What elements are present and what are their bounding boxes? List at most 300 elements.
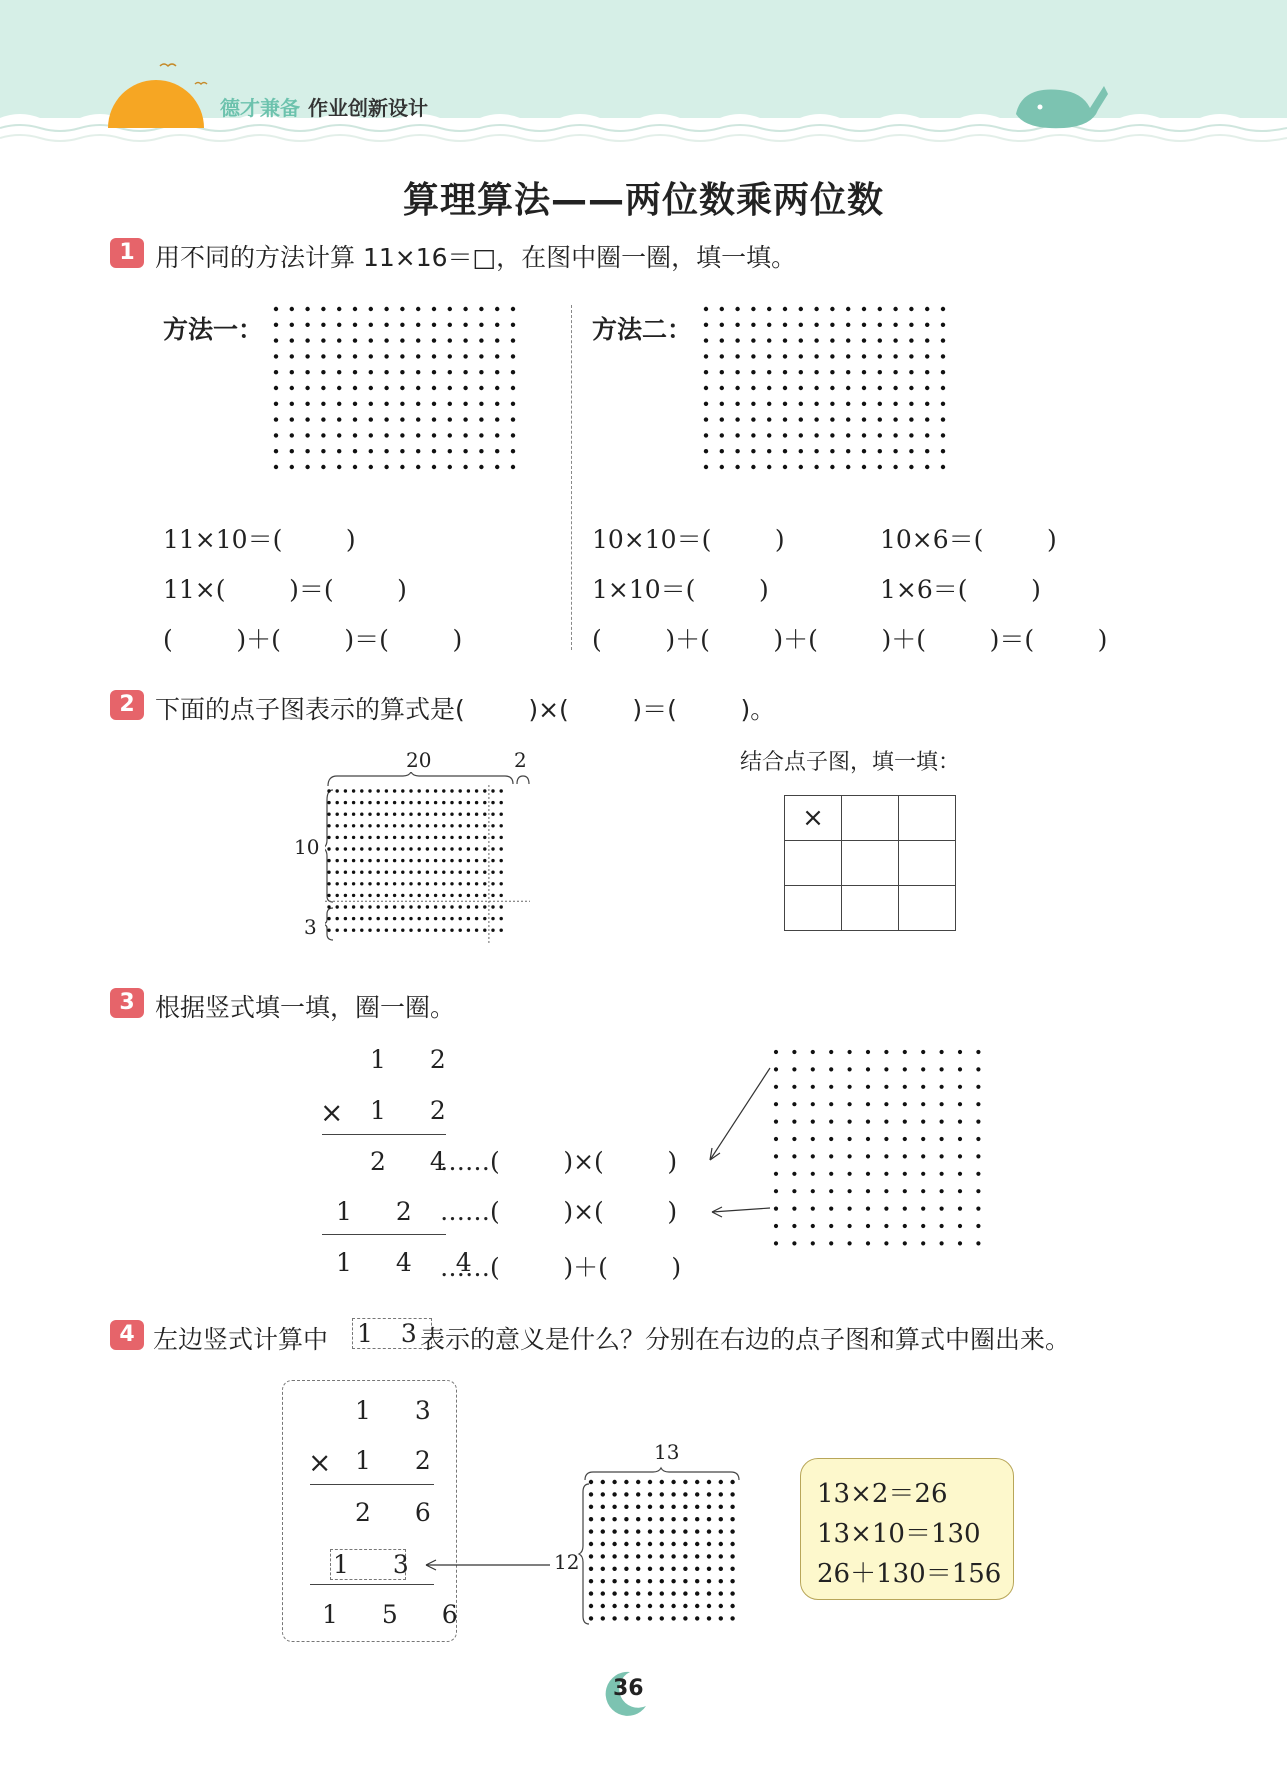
dot [400,370,404,374]
dot [344,801,347,804]
dot [636,1579,640,1583]
dot [792,1085,796,1089]
page-title: 算理算法——两位数乘两位数 [402,180,884,221]
dot [448,386,452,390]
dot [589,1529,593,1533]
dot [459,905,462,908]
dot [321,370,325,374]
dot [720,338,724,342]
dot [921,1050,925,1054]
dot [612,1616,616,1620]
q4-vert-rule2 [310,1584,434,1585]
dot [884,1050,888,1054]
dot [491,847,494,850]
dot [377,894,380,897]
dot [783,338,787,342]
dot [321,465,325,469]
dot [976,1189,980,1193]
dot [336,905,339,908]
dot [719,1567,723,1571]
dot [814,433,818,437]
dot [783,417,787,421]
dot [683,1591,687,1595]
dot [384,370,388,374]
dot [426,905,429,908]
dot [783,449,787,453]
dot [475,801,478,804]
dot [767,354,771,358]
dot [648,1529,652,1533]
dot [774,1207,778,1211]
dot [624,1492,628,1496]
dot [783,370,787,374]
dot [418,882,421,885]
dot [636,1529,640,1533]
dot [353,354,357,358]
dot [352,894,355,897]
dot [829,1137,833,1141]
q2-table-cell[interactable] [899,796,956,841]
q4-equation-1[interactable]: 13×2＝26 [817,1479,948,1509]
dot [884,1207,888,1211]
dot [940,1050,944,1054]
dot [418,929,421,932]
dot [612,1579,616,1583]
dot [290,449,294,453]
dot [483,871,486,874]
dot [958,1207,962,1211]
dot [352,929,355,932]
dot [416,354,420,358]
dot [360,824,363,827]
dot [369,323,373,327]
dot [393,917,396,920]
dot [719,1505,723,1509]
dot [377,824,380,827]
dot [866,1050,870,1054]
dot [601,1492,605,1496]
dot [368,789,371,792]
dot [450,789,453,792]
dot [719,1591,723,1595]
dot [432,433,436,437]
dot [884,1120,888,1124]
dot [369,402,373,406]
dot [475,894,478,897]
dot [660,1529,664,1533]
dot [671,1480,675,1484]
dot [448,417,452,421]
dot [707,1517,711,1521]
dot [601,1505,605,1509]
dot [925,323,929,327]
dot [799,465,803,469]
dot [704,402,708,406]
dot [327,894,330,897]
dot [463,433,467,437]
dot [450,905,453,908]
dot [368,917,371,920]
dot [479,449,483,453]
dot [448,465,452,469]
dot [589,1604,593,1608]
dot [811,1067,815,1071]
q2-dot-grid[interactable] [325,785,535,950]
dot [814,465,818,469]
dot [846,338,850,342]
q4-dot-grid[interactable] [585,1476,745,1636]
dot [893,354,897,358]
dot [353,386,357,390]
dot [671,1505,675,1509]
dot [360,801,363,804]
q4-equation-3[interactable]: 26＋130＝156 [817,1559,1002,1589]
q2-table-cell[interactable] [842,841,899,886]
q4-prompt-after: 表示的意义是什么？分别在右边的点子图和算式中圈出来。 [420,1325,1071,1354]
dot [401,789,404,792]
dot [416,386,420,390]
dot [418,859,421,862]
dot [848,1207,852,1211]
q4-vert-p2[interactable]: 1 3 [330,1549,406,1580]
dot [636,1591,640,1595]
q3-dot-grid[interactable] [772,1048,987,1258]
dot [925,370,929,374]
dot [434,917,437,920]
dot [848,1137,852,1141]
dot [846,386,850,390]
dot [811,1154,815,1158]
dot [866,1137,870,1141]
dot [671,1517,675,1521]
dot [735,307,739,311]
dot [327,847,330,850]
dot [442,905,445,908]
dot [903,1189,907,1193]
dot [612,1505,616,1509]
dot [648,1591,652,1595]
dot [368,929,371,932]
dot [368,894,371,897]
dot [368,824,371,827]
dot [893,402,897,406]
dot [829,1207,833,1211]
q4-vert-top: 1 3 [355,1396,449,1425]
dot [274,386,278,390]
dot [418,824,421,827]
dot [921,1224,925,1228]
dot [730,1505,734,1509]
dot [369,433,373,437]
dot [426,859,429,862]
dot [491,871,494,874]
dot [814,338,818,342]
q4-vert-rule1 [310,1484,434,1485]
q2-table-cell[interactable] [785,841,842,886]
dot [401,882,404,885]
q2-table-cell[interactable] [842,886,899,931]
dot [846,402,850,406]
dot [450,929,453,932]
dot [767,402,771,406]
dot [483,836,486,839]
dot [467,847,470,850]
dot [336,882,339,885]
dot [751,386,755,390]
dot [814,354,818,358]
dot [767,433,771,437]
dot [774,1241,778,1245]
dot [925,465,929,469]
dot [442,882,445,885]
dot [735,354,739,358]
q4-arrow [420,1555,555,1575]
dot [893,370,897,374]
dot [385,905,388,908]
dot [426,847,429,850]
dot [976,1085,980,1089]
q1-method1-dot-grid[interactable] [272,305,552,495]
dot [475,882,478,885]
dot [767,323,771,327]
dot [940,1172,944,1176]
dot [511,386,515,390]
dot [442,824,445,827]
dot [385,801,388,804]
dot [660,1567,664,1571]
dot [893,386,897,390]
dot [327,871,330,874]
dot [274,465,278,469]
dot [385,929,388,932]
dot [495,370,499,374]
dot [671,1604,675,1608]
dot [730,1529,734,1533]
dot [321,433,325,437]
dot [353,417,357,421]
dot [369,449,373,453]
dot [352,801,355,804]
q2-table-cell[interactable] [899,841,956,886]
dot [589,1591,593,1595]
dot [384,449,388,453]
dot [783,323,787,327]
dot [368,882,371,885]
dot [704,307,708,311]
dot [393,824,396,827]
dot [385,917,388,920]
dot [751,354,755,358]
dot [491,836,494,839]
dot [450,813,453,816]
dot [830,307,834,311]
dot [426,836,429,839]
dot [774,1102,778,1106]
dot [400,307,404,311]
dot [648,1492,652,1496]
q2-table-cell[interactable] [785,886,842,931]
dot [921,1189,925,1193]
dot [321,417,325,421]
dot [940,1120,944,1124]
dot [393,847,396,850]
dot [767,307,771,311]
dot [360,905,363,908]
dot [940,1224,944,1228]
dot [704,338,708,342]
dot [648,1567,652,1571]
dot [393,929,396,932]
dot [940,1102,944,1106]
dot [648,1517,652,1521]
dot [418,789,421,792]
dot [884,1067,888,1071]
dot [459,824,462,827]
dot [426,813,429,816]
brand-title [220,92,428,121]
dot [814,323,818,327]
dot [719,1492,723,1496]
dot [878,323,882,327]
dot [624,1505,628,1509]
dot [442,894,445,897]
dot [511,449,515,453]
dot [327,905,330,908]
dot [811,1224,815,1228]
dot [589,1616,593,1620]
dot [976,1137,980,1141]
dot [589,1480,593,1484]
dot [500,882,503,885]
dot [393,836,396,839]
dot [463,370,467,374]
dot [909,449,913,453]
dot [336,929,339,932]
dot [719,1529,723,1533]
q4-equation-2[interactable]: 13×10＝130 [817,1519,981,1549]
dot [448,402,452,406]
dot [909,323,913,327]
dot [589,1554,593,1558]
dot [479,370,483,374]
dot [483,894,486,897]
dot [925,433,929,437]
q3-vert-p1: 2 4 [370,1147,464,1176]
q4-vert-mult: 1 2 [355,1446,449,1475]
dot [735,433,739,437]
dot [799,370,803,374]
dot [903,1085,907,1089]
dot [846,449,850,453]
dot [426,929,429,932]
dot [921,1067,925,1071]
dot [720,433,724,437]
dot [416,417,420,421]
dot [925,307,929,311]
dot [500,847,503,850]
dot [475,929,478,932]
dot [290,386,294,390]
dot [459,836,462,839]
dot [921,1137,925,1141]
dot [695,1554,699,1558]
dot [432,402,436,406]
q3-arrows [700,1060,780,1240]
dot [475,847,478,850]
q2-table-cell[interactable] [899,886,956,931]
dot [327,917,330,920]
dot [479,417,483,421]
dot [695,1492,699,1496]
q3-row1: ……( )×( ) [440,1147,678,1176]
dot [353,433,357,437]
dot [612,1591,616,1595]
dot [884,1224,888,1228]
q3-vert-op: × [320,1096,344,1129]
dot [893,417,897,421]
dot [683,1542,687,1546]
q2-table-cell[interactable] [842,796,899,841]
dot [683,1616,687,1620]
dot [767,386,771,390]
dot [601,1542,605,1546]
dot [426,882,429,885]
dot [409,801,412,804]
q1-method2-dot-grid[interactable] [702,305,982,495]
dot [814,402,818,406]
dot [467,871,470,874]
dot [848,1189,852,1193]
dot [830,323,834,327]
dot [862,433,866,437]
dot [327,859,330,862]
dot [719,1604,723,1608]
dot [941,386,945,390]
dot [792,1207,796,1211]
dot [274,370,278,374]
dot [416,433,420,437]
dot [459,882,462,885]
dot [811,1102,815,1106]
dot [751,465,755,469]
dot [511,307,515,311]
dot [774,1067,778,1071]
dot [369,465,373,469]
dot [463,465,467,469]
dot [830,449,834,453]
dot [636,1492,640,1496]
dot [483,905,486,908]
dot [321,354,325,358]
dot [751,449,755,453]
dot [448,449,452,453]
dot [648,1542,652,1546]
dot [958,1102,962,1106]
dot [459,917,462,920]
dot [730,1567,734,1571]
dot [475,905,478,908]
dot [434,824,437,827]
dot [467,813,470,816]
dot [783,402,787,406]
dot [495,417,499,421]
dot [442,836,445,839]
dot [862,354,866,358]
dot [337,323,341,327]
dot [811,1189,815,1193]
dot [671,1492,675,1496]
dot [704,417,708,421]
